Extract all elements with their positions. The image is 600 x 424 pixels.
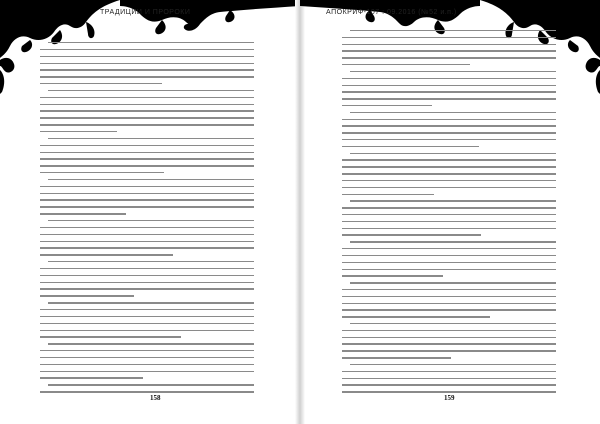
body-text-line (40, 152, 254, 153)
body-text-line (48, 220, 254, 221)
body-text-line (40, 364, 254, 365)
body-text-line (40, 234, 254, 235)
body-text-line (40, 186, 254, 187)
body-text-line (342, 85, 556, 86)
body-text-line (40, 357, 254, 358)
body-text-line (40, 254, 173, 255)
body-text-line (342, 316, 490, 317)
body-text-line (342, 371, 556, 372)
body-text-line (40, 282, 254, 283)
body-text-line (342, 384, 556, 385)
body-text-line (342, 214, 556, 215)
body-text-line (342, 119, 556, 120)
body-text-line (342, 207, 556, 208)
body-text-line (342, 44, 556, 45)
body-text-line (40, 124, 254, 125)
body-text-line (48, 42, 254, 43)
body-text-line (40, 76, 254, 77)
body-text-line (342, 234, 481, 235)
body-text-line (40, 193, 254, 194)
left-page-body-text (40, 42, 254, 398)
body-text-line (40, 165, 254, 166)
body-text-line (350, 323, 556, 324)
body-text-line (40, 97, 254, 98)
body-text-line (350, 71, 556, 72)
body-text-line (48, 179, 254, 180)
body-text-line (342, 78, 556, 79)
body-text-line (350, 241, 556, 242)
body-text-line (40, 83, 162, 84)
body-text-line (342, 180, 556, 181)
body-text-line (342, 132, 556, 133)
body-text-line (40, 336, 181, 337)
body-text-line (342, 391, 556, 392)
body-text-line (40, 145, 254, 146)
body-text-line (40, 63, 254, 64)
body-text-line (342, 357, 451, 358)
body-text-line (350, 153, 556, 154)
body-text-line (342, 296, 556, 297)
body-text-line (48, 138, 254, 139)
body-text-line (342, 330, 556, 331)
body-text-line (342, 187, 556, 188)
body-text-line (342, 248, 556, 249)
body-text-line (40, 295, 134, 296)
body-text-line (40, 241, 254, 242)
body-text-line (350, 112, 556, 113)
body-text-line (350, 200, 556, 201)
body-text-line (342, 350, 556, 351)
body-text-line (342, 159, 556, 160)
left-page-number: 158 (150, 394, 161, 402)
body-text-line (40, 69, 254, 70)
body-text-line (40, 316, 254, 317)
body-text-line (40, 323, 254, 324)
body-text-line (40, 110, 254, 111)
body-text-line (48, 261, 254, 262)
body-text-line (40, 377, 143, 378)
body-text-line (40, 288, 254, 289)
body-text-line (342, 269, 556, 270)
body-text-line (48, 302, 254, 303)
body-text-line (40, 330, 254, 331)
body-text-line (342, 275, 443, 276)
body-text-line (40, 158, 254, 159)
body-text-line (342, 57, 556, 58)
body-text-line (342, 194, 434, 195)
body-text-line (342, 98, 556, 99)
body-text-line (40, 275, 254, 276)
body-text-line (40, 371, 254, 372)
body-text-line (342, 166, 556, 167)
body-text-line (342, 37, 556, 38)
body-text-line (342, 378, 556, 379)
body-text-line (342, 289, 556, 290)
body-text-line (48, 384, 254, 385)
body-text-line (350, 30, 556, 31)
body-text-line (342, 309, 556, 310)
body-text-line (342, 303, 556, 304)
body-text-line (342, 337, 556, 338)
body-text-line (342, 173, 556, 174)
body-text-line (342, 91, 556, 92)
body-text-line (40, 199, 254, 200)
body-text-line (40, 247, 254, 248)
body-text-line (342, 255, 556, 256)
body-text-line (350, 364, 556, 365)
right-page (300, 0, 600, 424)
body-text-line (342, 146, 479, 147)
right-page-number: 159 (444, 394, 455, 402)
body-text-line (40, 227, 254, 228)
body-text-line (350, 282, 556, 283)
left-running-head: ТРАДИЦИИ И ПРОРОКИ (100, 9, 191, 16)
body-text-line (342, 221, 556, 222)
body-text-line (48, 90, 254, 91)
body-text-line (40, 131, 117, 132)
body-text-line (342, 262, 556, 263)
body-text-line (40, 268, 254, 269)
body-text-line (40, 172, 164, 173)
body-text-line (40, 309, 254, 310)
right-running-head: АПОКРИФ-107 : 09.2016 (№52 и.п.) (326, 9, 457, 16)
body-text-line (40, 213, 126, 214)
body-text-line (342, 343, 556, 344)
body-text-line (342, 50, 556, 51)
body-text-line (40, 56, 254, 57)
body-text-line (342, 228, 556, 229)
body-text-line (40, 104, 254, 105)
body-text-line (48, 343, 254, 344)
body-text-line (342, 125, 556, 126)
body-text-line (342, 64, 470, 65)
body-text-line (40, 117, 254, 118)
body-text-line (40, 391, 254, 392)
body-text-line (40, 206, 254, 207)
body-text-line (40, 350, 254, 351)
body-text-line (40, 49, 254, 50)
body-text-line (342, 105, 432, 106)
body-text-line (342, 139, 556, 140)
right-page-body-text (342, 30, 556, 398)
